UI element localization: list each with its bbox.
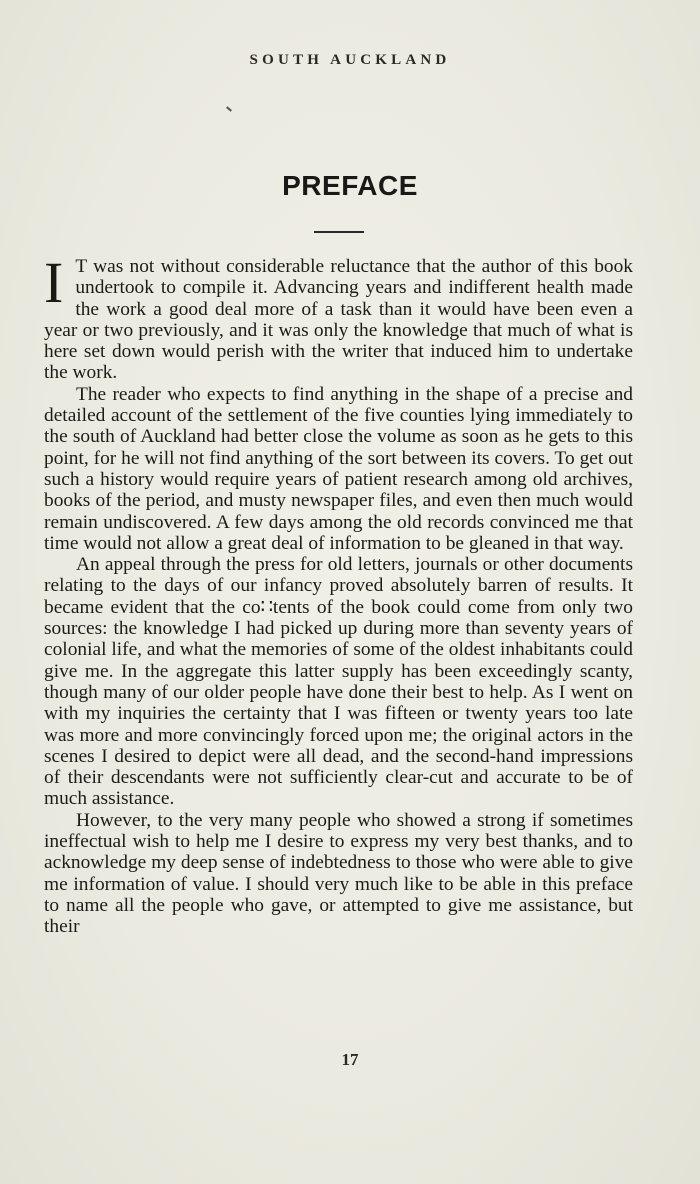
drop-cap: I xyxy=(44,250,64,315)
paragraph-2: The reader who expects to find anything in the shape of a precise and detailed account of the settlement of the five counties lying immediately to the south of Auckland had better close the volume as soon as he gets to this point, for he will not find anything of the sort between its covers. To get out such a history would require years of patient research among old archives, books of the period, and musty newspaper files, and even then much would remain undiscovered. A few days among the old records convinced me that time would not allow a great deal of information to be gleaned in that way. xyxy=(44,383,633,554)
body-text xyxy=(44,250,633,938)
title-rule xyxy=(314,231,364,233)
running-head: SOUTH AUCKLAND xyxy=(249,52,451,68)
paragraph-1-text: T was not without considerable reluctance that the author of this book undertook to compile it. Advancing years and indifferent health made the work a good deal more of a task than it would have been even a year or two previously, and it was only the knowledge that much of what is here set down would perish with the writer that induced him to undertake the work. xyxy=(44,256,633,384)
paragraph-3: An appeal through the press for old letters, journals or other documents relating to the days of our infancy proved absolutely barren of results. It became evident that the co∷tents of the book could come from only two sources: the knowledge I had picked up during more than seventy years of colonial life, and what the memories of some of the oldest inhabitants could give me. In the aggregate this latter supply has been exceedingly scanty, though many of our older people have done their best to help. As I went on with my inquiries the certainty that I was fifteen or twenty years too late was more and more convincingly forced upon me; the original actors in the scenes I desired to depict were all dead, and the second-hand impressions of their descendants were not sufficiently clear-cut and accurate to be of much assistance. xyxy=(44,554,633,810)
paragraph-4: However, to the very many people who showed a strong if sometimes ineffectual wish to help me I desire to express my very best thanks, and to acknowledge my deep sense of indebtedness to those who were able to give me information of value. I should very much like to be able in this preface to name all the people who gave, or attempted to give me assistance, but their xyxy=(44,809,633,938)
page-title: PREFACE xyxy=(282,170,418,201)
page-number: 17 xyxy=(341,1050,359,1069)
paragraph-1 xyxy=(44,250,633,384)
print-blemish xyxy=(226,106,232,111)
